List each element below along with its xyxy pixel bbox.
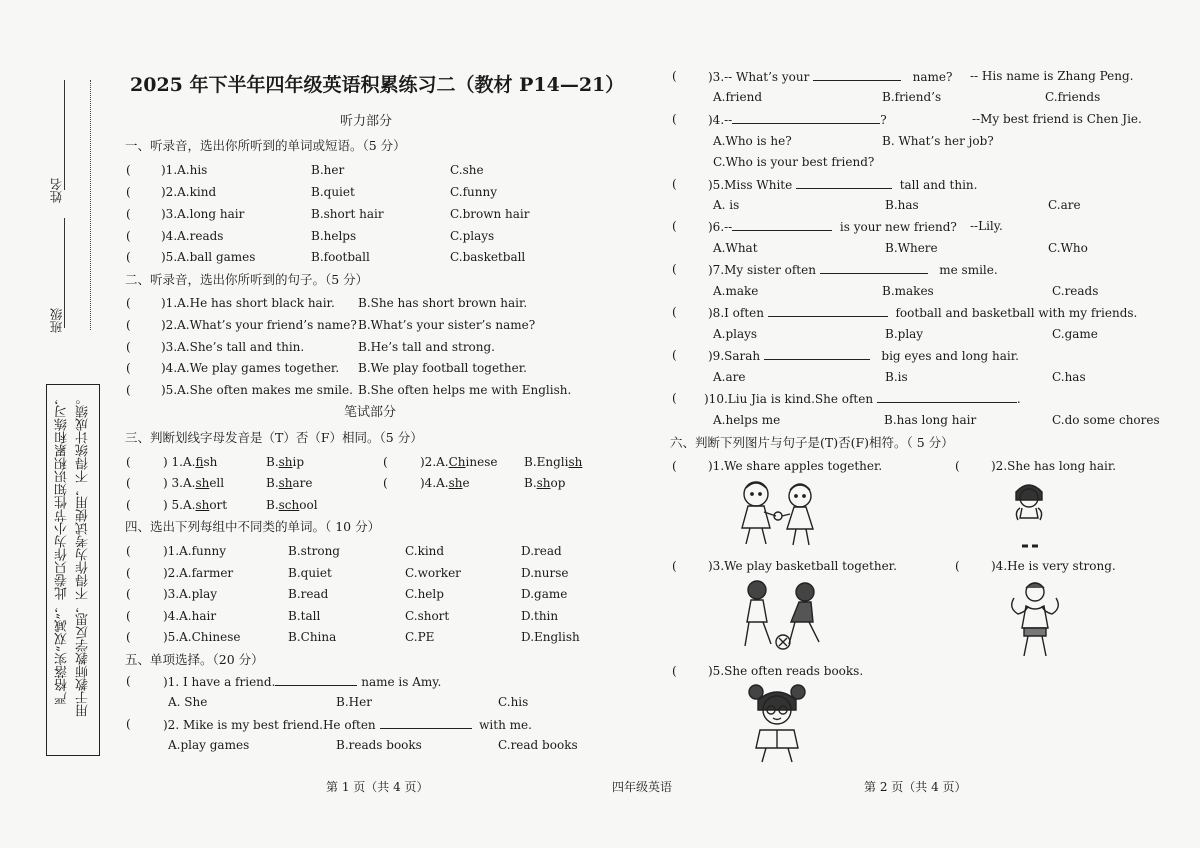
footer-right-page-number: 第 2 页（共 4 页） <box>864 780 967 794</box>
q2-option-a: A.play games <box>168 738 250 752</box>
option-a: )1.A.funny <box>163 544 227 558</box>
item-3-a: ) 3.A.shell <box>163 476 225 490</box>
paren: ( <box>672 664 677 678</box>
paren: ( <box>672 559 677 573</box>
listening-heading: 听力部分 <box>340 114 393 129</box>
paren: ( <box>672 348 677 362</box>
q4-option-c: C.Who is your best friend? <box>713 155 875 169</box>
paren: ( <box>955 459 960 473</box>
item-3-b: B.share <box>266 476 313 490</box>
item-4-b: B.shop <box>524 476 566 490</box>
answer-blank <box>764 348 870 360</box>
q3-option-c: C.friends <box>1045 90 1101 104</box>
item-4-a: )4.A.she <box>420 476 470 490</box>
paren: ( <box>126 163 131 177</box>
q4-stem: )4.-- ? <box>708 113 887 127</box>
paren: ( <box>126 609 131 623</box>
option-d: D.English <box>521 630 580 644</box>
option-c: C.worker <box>405 566 461 580</box>
option-c: C.short <box>405 609 450 623</box>
q9-option-c: C.has <box>1052 370 1086 384</box>
paren: ( <box>126 674 131 688</box>
q6-answer: --Lily. <box>970 219 1003 233</box>
option-d: D.nurse <box>521 566 569 580</box>
page-title: 2025 年下半年四年级英语积累练习二（教材 P14—21） <box>130 74 625 96</box>
paren: ( <box>126 340 131 354</box>
option-b: B.He’s tall and strong. <box>358 340 495 354</box>
paren: ( <box>126 544 131 558</box>
paren: ( <box>126 185 131 199</box>
item-2-b: B.English <box>524 455 583 469</box>
q1-stem: )1. I have a friend. name is Amy. <box>163 675 442 689</box>
q6-option-a: A.What <box>713 241 758 255</box>
q8-option-b: B.play <box>885 327 924 341</box>
answer-blank <box>820 262 928 274</box>
q7-stem: )7.My sister often me smile. <box>708 263 998 277</box>
option-c: C.she <box>450 163 484 177</box>
q5-option-a: A. is <box>713 198 740 212</box>
option-a: )1.A.He has short black hair. <box>161 296 335 310</box>
q10-option-b: B.has long hair <box>884 413 977 427</box>
paren: ( <box>126 498 131 512</box>
class-label: 班级 <box>49 308 64 333</box>
q1-option-b: B.Her <box>336 695 372 709</box>
option-c: C.brown hair <box>450 207 530 221</box>
answer-blank <box>813 69 901 81</box>
paren: ( <box>126 296 131 310</box>
q6-option-b: B.Where <box>885 241 938 255</box>
q4-option-a: A.Who is he? <box>713 134 792 148</box>
option-b: B.football <box>311 250 370 264</box>
option-a: )2.A.What’s your friend’s name? <box>161 318 357 332</box>
paren: ( <box>126 717 131 731</box>
option-a: )3.A.long hair <box>161 207 245 221</box>
item-1-b: B.ship <box>266 455 305 469</box>
section-1-title: 一、听录音，选出你所听到的单词或短语。（5 分） <box>125 138 406 153</box>
option-a: )4.A.We play games together. <box>161 361 340 375</box>
q8-option-c: C.game <box>1052 327 1098 341</box>
item-1-a: ) 1.A.fish <box>163 455 218 469</box>
paren: ( <box>126 318 131 332</box>
q3-option-b: B.friend’s <box>882 90 942 104</box>
paren: ( <box>672 459 677 473</box>
q6-option-c: C.Who <box>1048 241 1088 255</box>
q7-option-a: A.make <box>713 284 759 298</box>
option-b: B.short hair <box>311 207 384 221</box>
q4-answer: --My best friend is Chen Jie. <box>972 112 1142 126</box>
q6-stem: )6.-- is your new friend? <box>708 220 957 234</box>
q4-option-b: B. What’s her job? <box>882 134 994 148</box>
answer-blank <box>732 219 832 231</box>
paren: ( <box>126 361 131 375</box>
option-a: )1.A.his <box>161 163 208 177</box>
q5-option-c: C.are <box>1048 198 1081 212</box>
paren: ( <box>126 455 131 469</box>
q5-stem: )5.Miss White tall and thin. <box>708 178 978 192</box>
q2-option-b: B.reads books <box>336 738 422 752</box>
name-underline <box>64 80 65 190</box>
q10-stem: )10.Liu Jia is kind.She often . <box>704 392 1021 406</box>
item-5-b: B.school <box>266 498 318 512</box>
option-c: C.basketball <box>450 250 526 264</box>
option-b: B.We play football together. <box>358 361 527 375</box>
option-a: )2.A.kind <box>161 185 217 199</box>
paren: ( <box>126 229 131 243</box>
paren: ( <box>672 177 677 191</box>
section-5-title: 五、单项选择。（20 分） <box>125 652 264 667</box>
option-a: )4.A.hair <box>163 609 217 623</box>
option-b: B.She has short brown hair. <box>358 296 528 310</box>
name-label: 姓名 <box>49 178 64 203</box>
q2-stem: )2. Mike is my best friend.He often with me. <box>163 718 532 732</box>
option-a: )4.A.reads <box>161 229 224 243</box>
option-a: )2.A.farmer <box>163 566 234 580</box>
option-a: )3.A.She’s tall and thin. <box>161 340 305 354</box>
girl-reading-illustration <box>744 680 810 766</box>
s6-item-4: )4.He is very strong. <box>991 559 1116 573</box>
option-d: D.read <box>521 544 562 558</box>
option-b: B.tall <box>288 609 321 623</box>
footer-left-page-number: 第 1 页（共 4 页） <box>326 780 429 794</box>
option-b: B.her <box>311 163 345 177</box>
answer-blank <box>768 305 888 317</box>
paren: ( <box>672 262 677 276</box>
s6-item-1: )1.We share apples together. <box>708 459 883 473</box>
playing-ball-illustration <box>735 576 845 656</box>
strong-man-illustration <box>1004 578 1066 660</box>
paren: ( <box>126 250 131 264</box>
option-c: C.kind <box>405 544 445 558</box>
section-2-title: 二、听录音，选出你所听到的句子。（5 分） <box>125 272 369 287</box>
q9-option-a: A.are <box>713 370 746 384</box>
item-5-a: ) 5.A.short <box>163 498 228 512</box>
option-c: C.funny <box>450 185 497 199</box>
option-a: )5.A.ball games <box>161 250 256 264</box>
q3-option-a: A.friend <box>713 90 763 104</box>
answer-blank <box>380 717 472 729</box>
footer-center-subject: 四年级英语 <box>612 780 673 794</box>
option-d: D.game <box>521 587 568 601</box>
option-a: )5.A.She often makes me smile. <box>161 383 353 397</box>
q9-option-b: B.is <box>885 370 908 384</box>
sharing-apples-illustration <box>718 478 838 550</box>
section-4-title: 四、选出下列每组中不同类的单词。（ 10 分） <box>125 519 381 534</box>
q5-option-b: B.has <box>885 198 919 212</box>
option-b: B.quiet <box>311 185 355 199</box>
option-c: C.plays <box>450 229 495 243</box>
section-3-title: 三、判断划线字母发音是（T）否（F）相同。（5 分） <box>125 430 423 445</box>
paren: ( <box>126 566 131 580</box>
paren: ( <box>126 383 131 397</box>
notice-line-2: 用于教师教学反思，不得作为考试使用，不得统计成绩。 <box>76 392 91 717</box>
q8-option-a: A.plays <box>713 327 758 341</box>
section-6-title: 六、判断下列图片与句子是(T)否(F)相符。（ 5 分） <box>670 435 954 450</box>
long-hair-girl-illustration <box>1008 478 1050 552</box>
q9-stem: )9.Sarah big eyes and long hair. <box>708 349 1019 363</box>
paren: ( <box>672 305 677 319</box>
item-2-a: )2.A.Chinese <box>420 455 498 469</box>
option-b: B.helps <box>311 229 357 243</box>
paren: ( <box>955 559 960 573</box>
option-b: B.China <box>288 630 337 644</box>
paren: ( <box>383 476 388 490</box>
paren: ( <box>126 630 131 644</box>
q1-option-c: C.his <box>498 695 529 709</box>
answer-blank <box>877 391 1017 403</box>
option-a: )5.A.Chinese <box>163 630 241 644</box>
paren: ( <box>672 219 677 233</box>
written-heading: 笔试部分 <box>344 405 397 420</box>
q1-option-a: A. She <box>168 695 208 709</box>
option-b: B.strong <box>288 544 340 558</box>
paren: ( <box>672 69 677 83</box>
answer-blank <box>732 112 880 124</box>
s6-item-2: )2.She has long hair. <box>991 459 1117 473</box>
paren: ( <box>383 455 388 469</box>
q7-option-b: B.makes <box>882 284 934 298</box>
answer-blank <box>275 674 357 686</box>
option-b: B.What’s your sister’s name? <box>358 318 536 332</box>
option-b: B.quiet <box>288 566 332 580</box>
answer-blank <box>796 177 892 189</box>
q3-stem: )3.-- What’s your name? <box>708 70 953 84</box>
option-a: )3.A.play <box>163 587 218 601</box>
option-d: D.thin <box>521 609 559 623</box>
q2-option-c: C.read books <box>498 738 578 752</box>
option-b: B.She often helps me with English. <box>358 383 572 397</box>
s6-item-5: )5.She often reads books. <box>708 664 864 678</box>
q8-stem: )8.I often football and basketball with my friends. <box>708 306 1138 320</box>
paren: ( <box>126 207 131 221</box>
paren: ( <box>672 112 677 126</box>
option-c: C.PE <box>405 630 435 644</box>
q7-option-c: C.reads <box>1052 284 1099 298</box>
q10-option-a: A.helps me <box>713 413 781 427</box>
paren: ( <box>126 476 131 490</box>
q10-option-c: C.do some chores <box>1052 413 1160 427</box>
q3-answer: -- His name is Zhang Peng. <box>970 69 1134 83</box>
notice-line-1: 严格落实“双减”，此卷只作为小节性知识积累和练习， <box>55 392 70 705</box>
paren: ( <box>126 587 131 601</box>
option-c: C.help <box>405 587 444 601</box>
binding-dotted-line <box>90 80 91 330</box>
option-b: B.read <box>288 587 329 601</box>
s6-item-3: )3.We play basketball together. <box>708 559 897 573</box>
paren: ( <box>672 391 677 405</box>
